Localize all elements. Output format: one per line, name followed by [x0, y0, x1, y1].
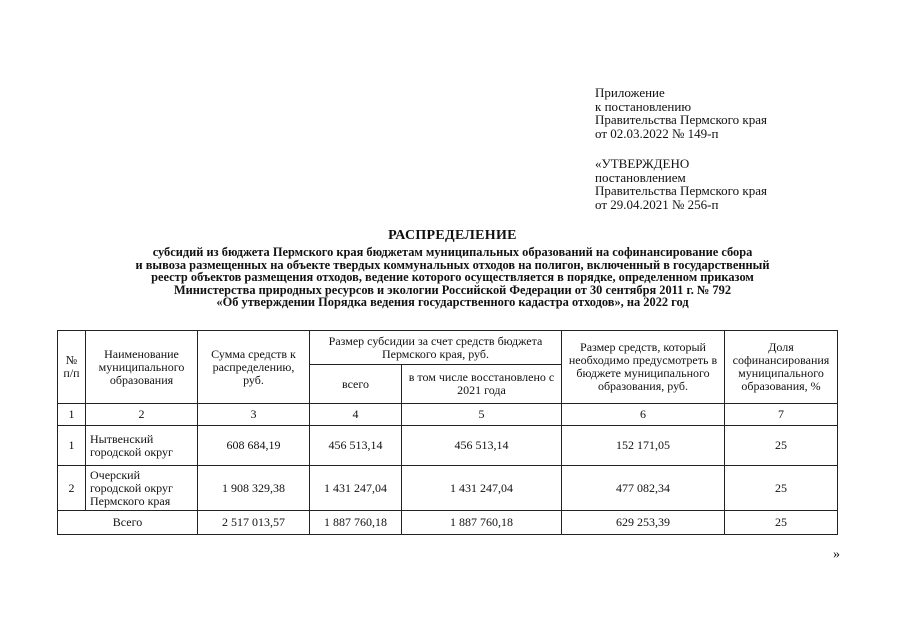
- approval-line: от 29.04.2021 № 256-п: [595, 196, 719, 212]
- row-sum: 1 908 329,38: [198, 466, 310, 511]
- totals-subsidy-restored: 1 887 760,18: [402, 511, 562, 535]
- column-number-row: [58, 404, 838, 426]
- row-subsidy-restored: 456 513,14: [402, 426, 562, 466]
- header-subsidy-total: всего: [310, 365, 402, 404]
- header-name: Наименование муниципального образования: [86, 331, 198, 404]
- subtitle-line: и вывоза размещенных на объекте твердых коммунальных отходов на полигон, включенный в государственный: [135, 257, 770, 272]
- subtitle-line: Министерства природных ресурсов и экологии Российской Федерации от 30 сентября 2011 г. № 792: [173, 282, 732, 297]
- appendix-block: [595, 86, 767, 140]
- row-subsidy-restored: 1 431 247,04: [402, 466, 562, 511]
- document-title: РАСПРЕДЕЛЕНИЕ: [388, 228, 517, 243]
- appendix-line: Приложение: [595, 85, 665, 100]
- totals-subsidy-total: 1 887 760,18: [310, 511, 402, 535]
- appendix-line: Правительства Пермского края: [595, 112, 767, 127]
- distribution-table: [57, 330, 838, 535]
- header-municipal: Размер средств, который необходимо предусмотреть в бюджете муниципального образования, руб.: [562, 331, 725, 404]
- row-sum: 608 684,19: [198, 426, 310, 466]
- totals-label: Всего: [58, 511, 198, 535]
- closing-quote: »: [833, 547, 840, 562]
- column-number: 3: [198, 404, 310, 426]
- subtitle-line: реестр объектов размещения отходов, ведение которого осуществляется в порядке, определенном приказом: [151, 270, 754, 285]
- totals-share: 25: [725, 511, 838, 535]
- row-name: Очерский городской округ Пермского края: [86, 466, 198, 511]
- header-share: Доля софинансирования муниципального образования, %: [725, 331, 838, 404]
- totals-row: [58, 511, 838, 535]
- header-num: № п/п: [58, 331, 86, 404]
- column-number: 7: [725, 404, 838, 426]
- column-number: 1: [58, 404, 86, 426]
- totals-municipal: 629 253,39: [562, 511, 725, 535]
- row-municipal: 152 171,05: [562, 426, 725, 466]
- column-number: 4: [310, 404, 402, 426]
- approval-line: постановлением: [595, 169, 686, 185]
- appendix-line: к постановлению: [595, 98, 692, 114]
- subtitle-line: «Об утверждении Порядка ведения государственного кадастра отходов», на 2022 год: [216, 295, 689, 310]
- subtitle-line: субсидий из бюджета Пермского края бюджетам муниципальных образований на софинансирование сбора: [152, 245, 753, 259]
- row-share: 25: [725, 466, 838, 511]
- document-subtitle: [55, 246, 850, 309]
- row-num: 1: [58, 426, 86, 466]
- row-subsidy-total: 456 513,14: [310, 426, 402, 466]
- column-number: 6: [562, 404, 725, 426]
- header-subsidy: Размер субсидии за счет средств бюджета Пермского края, руб.: [310, 331, 562, 365]
- approval-block: [595, 157, 767, 211]
- row-num: 2: [58, 466, 86, 511]
- totals-sum: 2 517 013,57: [198, 511, 310, 535]
- row-municipal: 477 082,34: [562, 466, 725, 511]
- column-number: 5: [402, 404, 562, 426]
- column-number: 2: [86, 404, 198, 426]
- row-subsidy-total: 1 431 247,04: [310, 466, 402, 511]
- appendix-line: от 02.03.2022 № 149-п: [595, 125, 719, 141]
- row-share: 25: [725, 426, 838, 466]
- header-subsidy-restored: в том числе восстановлено с 2021 года: [402, 365, 562, 404]
- approval-line: «УТВЕРЖДЕНО: [595, 156, 690, 171]
- row-name: Нытвенский городской округ: [86, 426, 198, 466]
- table-row: [58, 426, 838, 466]
- header-sum: Сумма средств к распределению, руб.: [198, 331, 310, 404]
- approval-line: Правительства Пермского края: [595, 183, 767, 198]
- table-row: [58, 466, 838, 511]
